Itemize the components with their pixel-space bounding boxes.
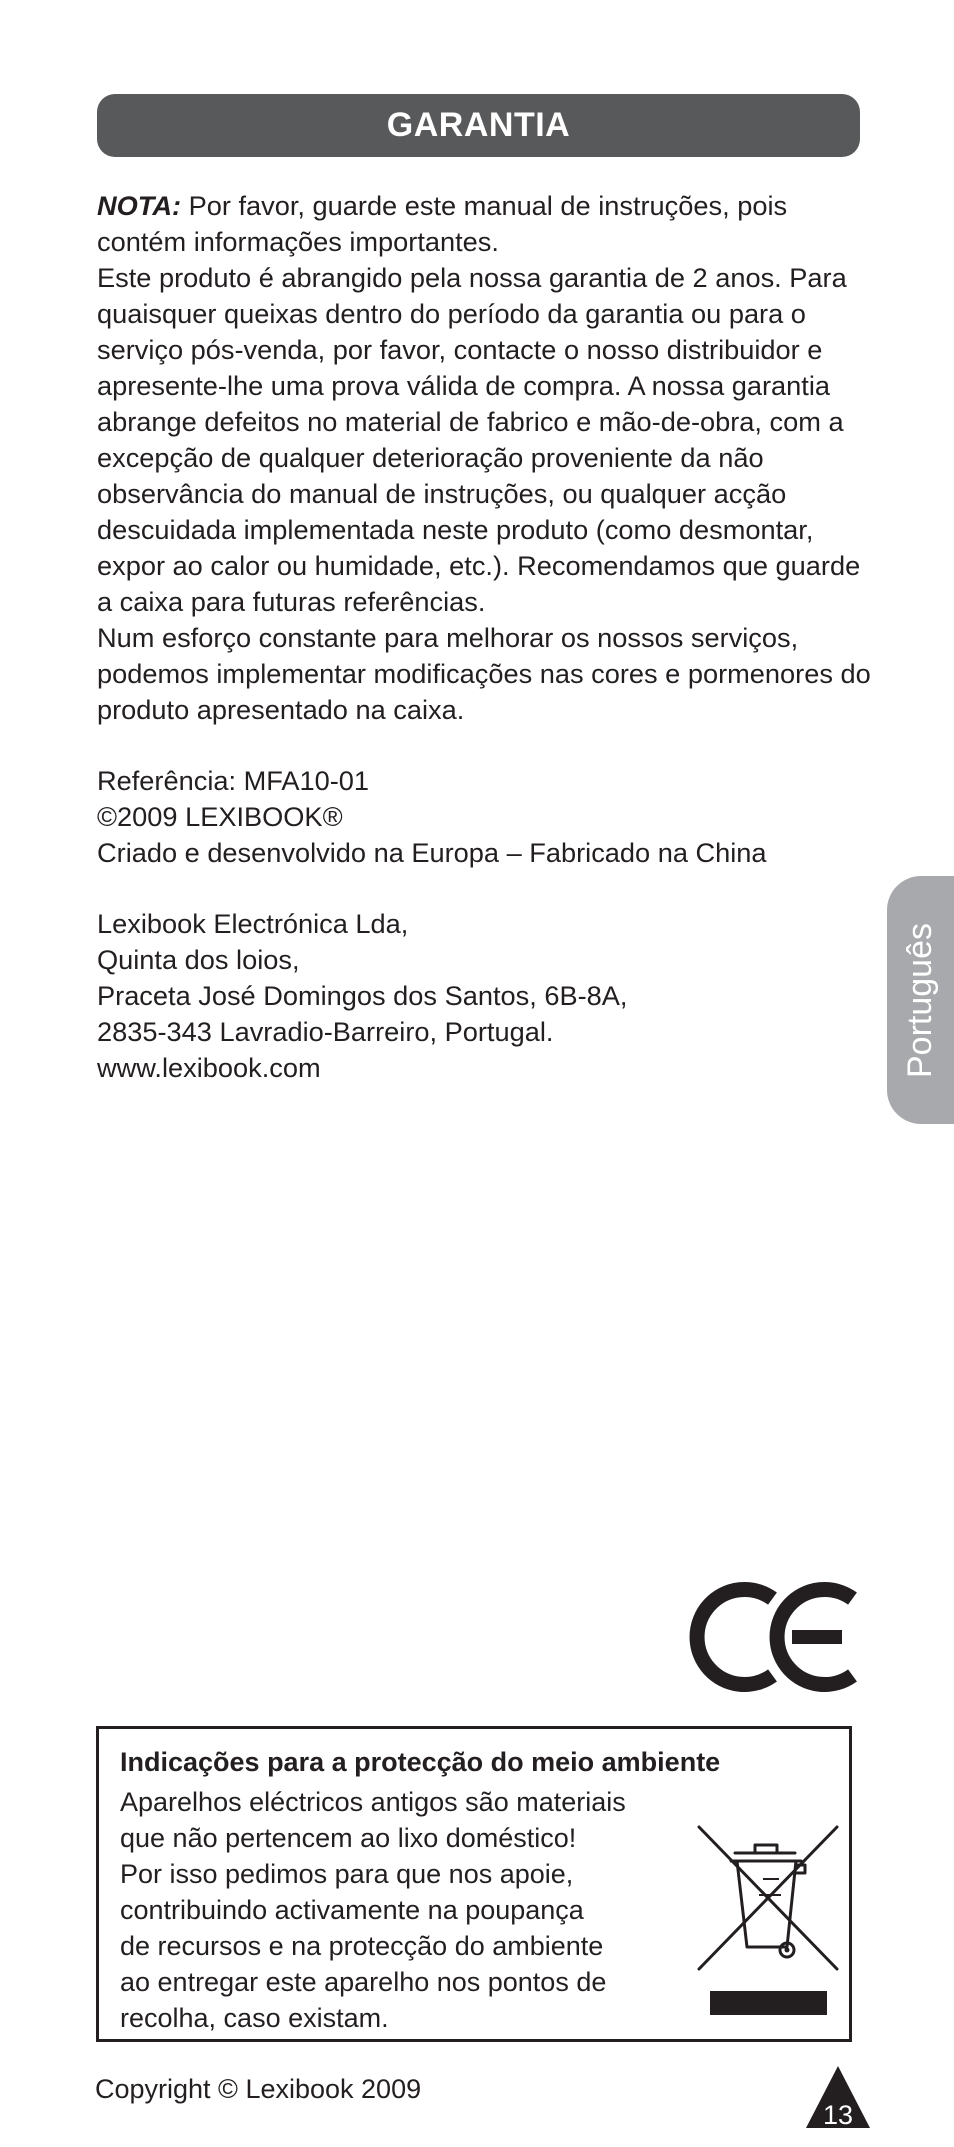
environment-title: Indicações para a protecção do meio ambiente xyxy=(120,1747,721,1777)
page-number-triangle-icon xyxy=(805,2064,871,2130)
environment-line: Aparelhos eléctricos antigos são materiais xyxy=(120,1787,626,1817)
language-tab xyxy=(887,876,954,1124)
address-line-3: 2835-343 Lavradio-Barreiro, Portugal. xyxy=(97,1016,554,1047)
page-number: 13 xyxy=(822,2100,854,2130)
warranty-paragraph: Este produto é abrangido pela nossa garantia de 2 anos. Para quaisquer queixas dentro do período da garantia ou para o serviço pós-venda, por favor, contacte o nosso distribuidor e apresente-lhe uma prova válida de compra. A nossa garantia abrange defeitos no material de fabrico e mão-de-obra, com a excepção de qualquer deterioração proveniente da não observância do manual de instruções, ou qualquer acção descuidada implementada neste produto (como desmontar, expor ao calor ou humidade, etc.). Recomendamos que guarde a caixa para futuras referências. xyxy=(97,262,861,617)
environment-line: recolha, caso existam. xyxy=(120,2003,389,2033)
section-title: GARANTIA xyxy=(386,106,571,144)
website-link: www.lexibook.com xyxy=(97,1052,321,1083)
nota-text: Por favor, guarde este manual de instruções, pois contém informações importantes. xyxy=(97,190,788,257)
environment-line: de recursos e na protecção do ambiente xyxy=(120,1931,604,1961)
crossed-out-wheelie-bin-icon xyxy=(697,1819,841,2015)
nota-paragraph xyxy=(97,188,877,260)
environment-line: contribuindo activamente na poupança xyxy=(120,1895,584,1925)
environment-notice xyxy=(96,1726,852,2042)
environment-line: Por isso pedimos para que nos apoie, xyxy=(120,1859,574,1889)
address-company: Lexibook Electrónica Lda, xyxy=(97,908,409,939)
warranty-text xyxy=(97,188,877,1086)
language-label: Português xyxy=(901,922,939,1078)
environment-line: ao entregar este aparelho nos pontos de xyxy=(120,1967,607,1997)
copyright-line: ©2009 LEXIBOOK® xyxy=(97,801,343,832)
ce-mark-icon xyxy=(686,1579,862,1695)
origin-line: Criado e desenvolvido na Europa – Fabricado na China xyxy=(97,837,767,868)
reference-line: Referência: MFA10-01 xyxy=(97,765,370,796)
section-banner xyxy=(97,94,860,157)
address-line-1: Quinta dos loios, xyxy=(97,944,300,975)
copyright-footer: Copyright © Lexibook 2009 xyxy=(95,2074,422,2104)
nota-label: NOTA: xyxy=(97,190,182,221)
address-line-2: Praceta José Domingos dos Santos, 6B-8A, xyxy=(97,980,628,1011)
improvement-paragraph: Num esforço constante para melhorar os nossos serviços, podemos implementar modificações nas cores e pormenores do produto apresentado na caixa. xyxy=(97,622,871,725)
environment-line: que não pertencem ao lixo doméstico! xyxy=(120,1823,577,1853)
environment-text xyxy=(120,1784,680,2036)
